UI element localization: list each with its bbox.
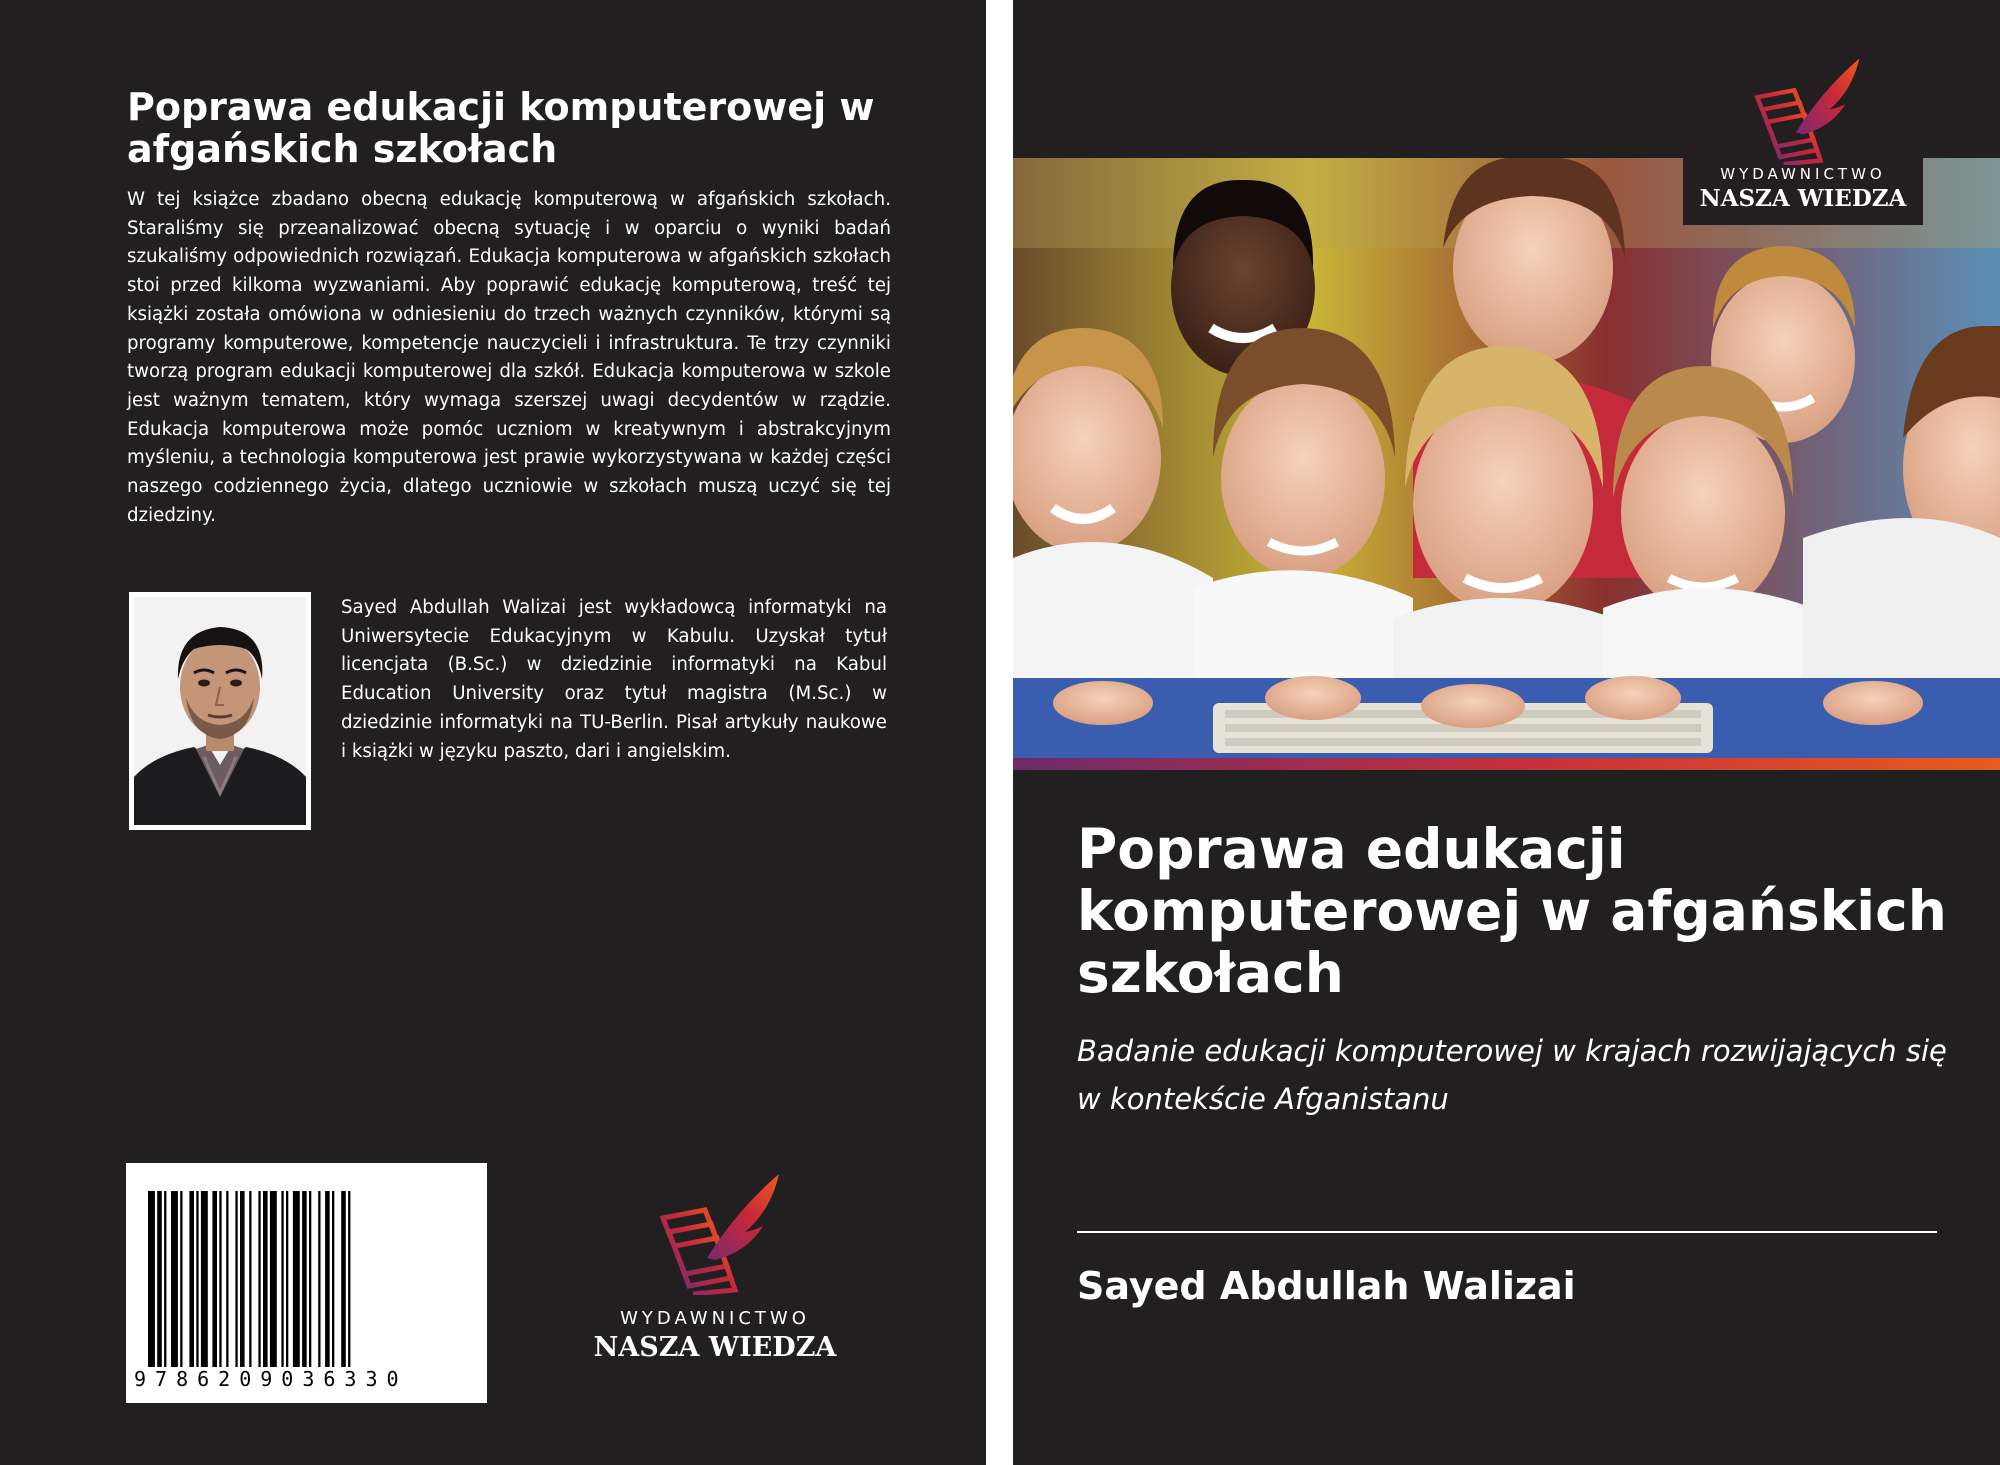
barcode-bar — [240, 1191, 245, 1367]
barcode-bar — [286, 1191, 288, 1367]
barcode-bar — [180, 1191, 182, 1367]
barcode-bar — [212, 1191, 217, 1367]
barcode-bar — [270, 1191, 277, 1367]
barcode-bar — [219, 1191, 221, 1367]
front-cover-subtitle: Badanie edukacji komputerowej w krajach rozwijających się w kontekście Afganistanu — [1077, 1034, 1947, 1116]
back-cover-blurb: W tej książce zbadano obecną edukację komputerową w afgańskich szkołach. Staraliśmy się przeanalizować obecną sytuację i w oparciu o wyniki badań szukaliśmy odpowiednich rozwiązań. Edukacja komputerowa w afgańskich szkołach stoi przed kilkoma wyzwaniami. Aby poprawić edukację komputerową, treść tej książki została omówiona w odniesieniu do trzech ważnych czynników, którymi są programy komputerowe, kompetencje nauczycieli i infrastruktura. Te trzy czynniki tworzą program edukacji komputerowej dla szkół. Edukacja komputerowa w szkole jest ważnym tematem, który wymaga szerszej uwagi decydentów w rządzie. Edukacja komputerowa może pomóc uczniom w kreatywnym i abstrakcyjnym myśleniu, a technologia komputerowa jest prawie wykorzystywana w każdej części naszego codziennego życia, dlatego uczniowie w szkołach muszą uczyć się tej dziedziny. — [127, 189, 891, 526]
publisher-name-line1: WYDAWNICTWO — [620, 1308, 810, 1329]
cover-photo — [1013, 158, 2000, 758]
publisher-name-line1: WYDAWNICTWO — [1720, 165, 1886, 183]
barcode-bar — [235, 1191, 237, 1367]
book-quill-icon — [645, 1170, 785, 1295]
author-portrait-image — [134, 597, 306, 825]
publisher-logo-front — [1683, 55, 1923, 225]
barcode-bar — [249, 1191, 251, 1367]
barcode-bar — [325, 1191, 330, 1367]
divider — [1077, 1231, 1937, 1233]
barcode-bar — [293, 1191, 300, 1367]
front-cover-author: Sayed Abdullah Walizai — [1077, 1264, 1576, 1308]
barcode-bar — [302, 1191, 307, 1367]
barcode-bar — [341, 1191, 346, 1367]
book-quill-icon — [1741, 55, 1865, 165]
back-cover — [0, 0, 986, 1465]
barcode-bar — [148, 1191, 155, 1367]
front-cover — [1013, 0, 2000, 1465]
barcode-bar — [201, 1191, 208, 1367]
isbn-number: 9786209036330 — [134, 1367, 408, 1391]
barcode-bar — [258, 1191, 260, 1367]
children-at-keyboard-image — [1013, 158, 2000, 758]
back-cover-title: Poprawa edukacji komputerowej w afgańskich szkołach — [127, 85, 875, 171]
accent-stripe — [1013, 758, 2000, 770]
publisher-name-line2: NASZA WIEDZA — [1699, 185, 1907, 212]
barcode-bar — [348, 1191, 350, 1367]
barcode-bar — [226, 1191, 228, 1367]
barcode-bar — [318, 1191, 320, 1367]
author-photo — [129, 592, 311, 830]
isbn-barcode — [126, 1163, 487, 1403]
barcode-bar — [157, 1191, 162, 1367]
barcode-bar — [332, 1191, 334, 1367]
barcode-bar — [263, 1191, 268, 1367]
front-cover-title: Poprawa edukacji komputerowej w afgańskich szkołach — [1077, 817, 1947, 1005]
barcode-bar — [171, 1191, 178, 1367]
barcode-bar — [189, 1191, 194, 1367]
barcode-bar — [164, 1191, 166, 1367]
publisher-logo-back — [590, 1170, 840, 1363]
barcode-bar — [281, 1191, 283, 1367]
publisher-name-line2: NASZA WIEDZA — [593, 1332, 837, 1363]
author-bio: Sayed Abdullah Walizai jest wykładowcą informatyki na Uniwersytecie Edukacyjnym w Kabulu. Uzyskał tytuł licencjata (B.Sc.) w dziedzinie informatyki na Kabul Education University oraz tytuł magistra (M.Sc.) w dziedzinie informatyki na TU-Berlin. Pisał artykuły naukowe i książki w języku paszto, dari i angielskim. — [341, 597, 887, 762]
barcode-bar — [309, 1191, 311, 1367]
barcode-bar — [196, 1191, 198, 1367]
